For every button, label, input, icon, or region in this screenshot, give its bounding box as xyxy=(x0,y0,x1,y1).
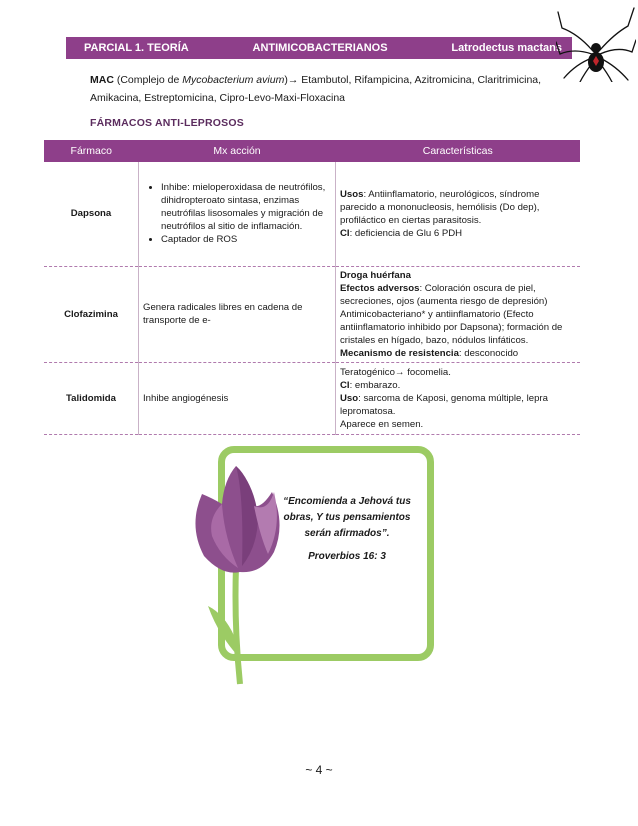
drug-name: Talidomida xyxy=(44,362,139,434)
col-header-drug: Fármaco xyxy=(44,140,139,162)
drug-table xyxy=(44,140,580,435)
characteristic-line: CI: deficiencia de Glu 6 PDH xyxy=(340,227,463,239)
characteristic-line: Efectos adversos: Coloración oscura de piel, secreciones, ojos (aumenta riesgo de depresión) xyxy=(340,282,548,307)
col-header-characteristics: Características xyxy=(336,140,581,162)
drug-name: Dapsona xyxy=(44,162,139,266)
section-title: FÁRMACOS ANTI-LEPROSOS xyxy=(90,117,244,129)
drug-characteristics xyxy=(336,162,581,266)
characteristic-line: Teratogénico→ focomelia. xyxy=(340,366,451,378)
table-header-row xyxy=(44,140,580,162)
characteristic-line: Usos: Antiinflamatorio, neurológicos, síndrome parecido a mononucleosis, hemólisis (Do dep), profiláctico en ciertas parasitosis. xyxy=(340,188,540,226)
drug-name: Clofazimina xyxy=(44,266,139,362)
table-row xyxy=(44,266,580,362)
quote-text: “Encomienda a Jehová tus obras, Y tus pensamientos serán afirmados”. xyxy=(283,496,411,539)
table-row xyxy=(44,162,580,266)
tulip-icon xyxy=(178,456,298,686)
drug-characteristics xyxy=(336,362,581,434)
mac-drugs: )→ Etambutol, Rifampicina, Azitromicina, Claritrimicina, Amikacina, Estreptomicina, Cipro-Levo-Maxi-Floxacina xyxy=(90,74,542,104)
mac-species: Mycobacterium avium xyxy=(182,74,285,86)
mac-label: MAC xyxy=(90,74,114,86)
drug-mechanism: Genera radicales libres en cadena de transporte de e- xyxy=(139,266,336,362)
characteristic-line: Droga huérfana xyxy=(340,269,411,281)
drug-characteristics xyxy=(336,266,581,362)
characteristic-line: Aparece en semen. xyxy=(340,418,424,430)
page-number: ~ 4 ~ xyxy=(305,763,333,777)
mac-paragraph xyxy=(90,71,570,107)
mac-pre: (Complejo de xyxy=(113,74,183,86)
page-header xyxy=(66,37,572,59)
characteristic-line: CI: embarazo. xyxy=(340,379,401,391)
header-center: ANTIMICOBACTERIANOS xyxy=(252,42,388,54)
drug-mechanism xyxy=(139,162,336,266)
characteristic-line: Mecanismo de resistencia: desconocido xyxy=(340,347,519,359)
header-right: Latrodectus mactans xyxy=(451,42,562,54)
table-row xyxy=(44,362,580,434)
mechanism-item: • Inhibe: mieloperoxidasa de neutrófilos, dihidropteroato sintasa, enzimas neutrófilas lisosomales y migración de neutrófilos al sitio de inflamación. xyxy=(161,181,331,233)
mechanism-item: • Captador de ROS xyxy=(161,233,331,246)
characteristic-line: Antimicobacteriano* y antiinflamatorio (Efecto antiinflamatorio inhibido por Dapsona); formación de cristales en hígado, bazo, nódulos linfáticos. xyxy=(340,308,563,346)
characteristic-line: Uso: sarcoma de Kaposi, genoma múltiple, lepra lepromatosa. xyxy=(340,392,548,417)
quote-reference: Proverbios 16: 3 xyxy=(308,551,386,562)
col-header-mechanism: Mx acción xyxy=(139,140,336,162)
drug-mechanism: Inhibe angiogénesis xyxy=(139,362,336,434)
header-left: PARCIAL 1. TEORÍA xyxy=(84,42,189,54)
